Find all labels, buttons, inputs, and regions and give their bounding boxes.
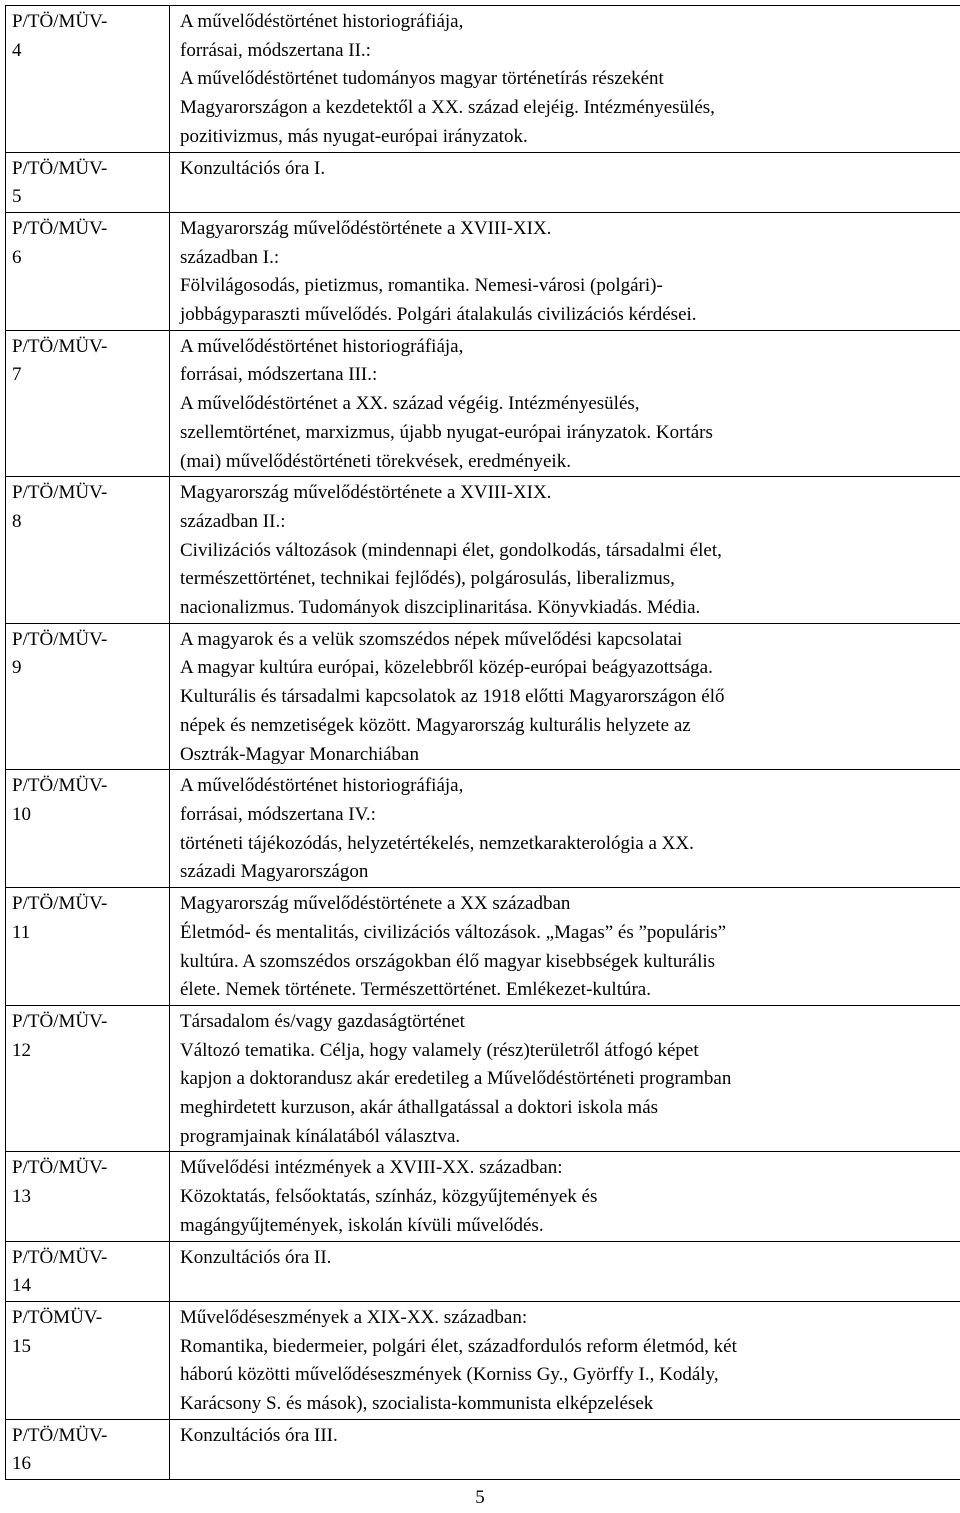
course-code: P/TÖ/MÜV- 14 [12,1244,163,1301]
course-code: P/TÖ/MÜV- 11 [12,890,163,947]
course-description-line: Konzultációs óra II. [180,1244,955,1273]
course-description-line: Karácsony S. és mások), szocialista-kommunista elképzelések [180,1390,955,1419]
course-code: P/TÖ/MÜV- 10 [12,772,163,829]
course-description-cell [170,212,960,330]
course-description-line: Társadalom és/vagy gazdaságtörténet [180,1008,955,1037]
course-code-cell [6,212,170,330]
table-row [6,1241,960,1301]
course-code: P/TÖMÜV- 15 [12,1304,163,1361]
course-description-line: természettörténet, technikai fejlődés), polgárosulás, liberalizmus, [180,565,955,594]
table-row [6,1301,960,1419]
page-number: 5 [0,1484,960,1513]
course-description-line: Életmód- és mentalitás, civilizációs változások. „Magas” és ”populáris” [180,919,955,948]
course-description-line: kultúra. A szomszédos országokban élő magyar kisebbségek kulturális [180,948,955,977]
course-code: P/TÖ/MÜV- 16 [12,1422,163,1479]
course-description-line: forrásai, módszertana IV.: [180,801,955,830]
course-description-line: A művelődéstörténet historiográfiája, [180,772,955,801]
course-description-line: Konzultációs óra III. [180,1422,955,1451]
table-row [6,330,960,477]
course-code: P/TÖ/MÜV- 6 [12,215,163,272]
course-code-cell [6,623,170,770]
course-code: P/TÖ/MÜV- 8 [12,479,163,536]
course-description-line: népek és nemzetiségek között. Magyarország kulturális helyzete az [180,712,955,741]
course-description-line: A magyar kultúra európai, közelebbről közép-európai beágyazottsága. [180,654,955,683]
course-description-cell [170,1152,960,1241]
course-code: P/TÖ/MÜV- 9 [12,626,163,683]
course-description-line: Művelődéseszmények a XIX-XX. században: [180,1304,955,1333]
table-row [6,152,960,212]
course-description-cell [170,1005,960,1152]
course-description-line: A művelődéstörténet a XX. század végéig. Intézményesülés, [180,390,955,419]
course-description-line: A művelődéstörténet historiográfiája, [180,8,955,37]
table-row [6,1152,960,1241]
course-description-cell [170,6,960,153]
course-description-line: Konzultációs óra I. [180,155,955,184]
course-code: P/TÖ/MÜV- 5 [12,155,163,212]
course-code-cell [6,1005,170,1152]
course-description-line: Osztrák-Magyar Monarchiában [180,741,955,770]
course-description-line: élete. Nemek története. Természettörténet. Emlékezet-kultúra. [180,976,955,1005]
course-description-line: századi Magyarországon [180,858,955,887]
table-row [6,6,960,153]
course-description-line: (mai) művelődéstörténeti törekvések, eredményeik. [180,448,955,477]
course-description-cell [170,1419,960,1479]
course-description-line: szellemtörténet, marxizmus, újabb nyugat-európai irányzatok. Kortárs [180,419,955,448]
course-description-line: században I.: [180,244,955,273]
course-description-line: Kulturális és társadalmi kapcsolatok az 1918 előtti Magyarországon élő [180,683,955,712]
course-description-line: magángyűjtemények, iskolán kívüli művelődés. [180,1212,955,1241]
course-description-line: kapjon a doktorandusz akár eredetileg a Művelődéstörténeti programban [180,1065,955,1094]
course-code-cell [6,1241,170,1301]
course-code-cell [6,770,170,888]
course-code-cell [6,1301,170,1419]
course-description-cell [170,888,960,1006]
course-description-line: nacionalizmus. Tudományok diszciplinaritása. Könyvkiadás. Média. [180,594,955,623]
table-row [6,770,960,888]
course-description-line: A magyarok és a velük szomszédos népek művelődési kapcsolatai [180,626,955,655]
course-description-line: Magyarország művelődéstörténete a XX században [180,890,955,919]
table-row [6,1005,960,1152]
table-row [6,477,960,624]
course-code: P/TÖ/MÜV- 13 [12,1154,163,1211]
course-description-line: Művelődési intézmények a XVIII-XX. században: [180,1154,955,1183]
course-table-body [6,6,960,1480]
course-description-line: pozitivizmus, más nyugat-európai irányzatok. [180,123,955,152]
course-description-cell [170,623,960,770]
course-code-cell [6,888,170,1006]
course-description-cell [170,1241,960,1301]
course-description-line: Fölvilágosodás, pietizmus, romantika. Nemesi-városi (polgári)- [180,272,955,301]
course-description-line: A művelődéstörténet historiográfiája, [180,333,955,362]
course-code: P/TÖ/MÜV- 7 [12,333,163,390]
table-row [6,623,960,770]
course-description-line: Közoktatás, felsőoktatás, színház, közgyűjtemények és [180,1183,955,1212]
course-code: P/TÖ/MÜV- 4 [12,8,163,65]
course-description-cell [170,770,960,888]
course-description-line: Magyarország művelődéstörténete a XVIII-XIX. [180,479,955,508]
course-code: P/TÖ/MÜV- 12 [12,1008,163,1065]
course-code-cell [6,1419,170,1479]
course-description-line: Magyarország művelődéstörténete a XVIII-XIX. [180,215,955,244]
table-row [6,888,960,1006]
course-description-line: meghirdetett kurzuson, akár áthallgatással a doktori iskola más [180,1094,955,1123]
course-description-line: történeti tájékozódás, helyzetértékelés, nemzetkarakterológia a XX. [180,830,955,859]
course-description-line: jobbágyparaszti művelődés. Polgári átalakulás civilizációs kérdései. [180,301,955,330]
course-description-line: Változó tematika. Célja, hogy valamely (rész)területről átfogó képet [180,1037,955,1066]
course-description-line: programjainak kínálatából választva. [180,1123,955,1152]
course-description-line: Magyarországon a kezdetektől a XX. század elejéig. Intézményesülés, [180,94,955,123]
course-code-cell [6,6,170,153]
course-description-line: Civilizációs változások (mindennapi élet, gondolkodás, társadalmi élet, [180,537,955,566]
course-description-line: A művelődéstörténet tudományos magyar történetírás részeként [180,65,955,94]
course-description-line: háború közötti művelődéseszmények (Korniss Gy., Györffy I., Kodály, [180,1361,955,1390]
course-description-cell [170,330,960,477]
course-description-cell [170,152,960,212]
course-description-line: forrásai, módszertana II.: [180,37,955,66]
course-table [5,5,960,1480]
course-description-cell [170,1301,960,1419]
course-description-cell [170,477,960,624]
course-code-cell [6,152,170,212]
course-code-cell [6,477,170,624]
course-description-line: Romantika, biedermeier, polgári élet, századfordulós reform életmód, két [180,1333,955,1362]
course-code-cell [6,330,170,477]
table-row [6,212,960,330]
table-row [6,1419,960,1479]
course-code-cell [6,1152,170,1241]
course-description-line: században II.: [180,508,955,537]
course-description-line: forrásai, módszertana III.: [180,361,955,390]
